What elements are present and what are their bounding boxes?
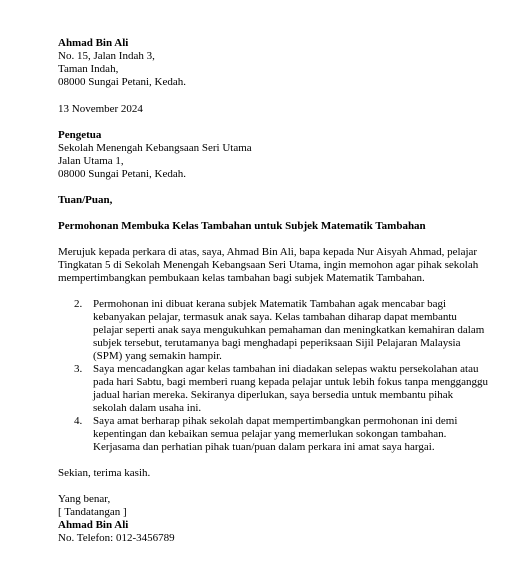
point-number: 3. [74, 363, 83, 375]
point-line: Saya mencadangkan agar kelas tambahan ini diadakan selepas waktu persekolahan atau [93, 363, 479, 375]
point-line: sekolah dalam usaha ini. [93, 402, 202, 414]
point-line: Permohonan ini dibuat kerana subjek Matematik Tambahan agak mencabar bagi [93, 298, 447, 310]
point-line: jadual harian mereka. Sekiranya diperlukan, saya bersedia untuk membantu pihak [93, 389, 454, 401]
letter-date: 13 November 2024 [58, 103, 143, 115]
point-line: Kerjasama dan perhatian pihak tuan/puan dalam perkara ini amat saya hargai. [93, 441, 435, 453]
numbered-points [58, 298, 488, 454]
sender-address-line: No. 15, Jalan Indah 3, [58, 50, 155, 62]
salutation: Tuan/Puan, [58, 194, 113, 206]
subject-block [58, 220, 488, 233]
sender-block [58, 37, 488, 89]
list-item [58, 363, 488, 415]
recipient-address-line: Jalan Utama 1, [58, 155, 124, 167]
signoff-block [58, 493, 488, 545]
recipient-title: Pengetua [58, 129, 102, 141]
recipient-block [58, 129, 488, 181]
signer-name: Ahmad Bin Ali [58, 519, 129, 531]
point-number: 4. [74, 415, 83, 427]
point-line: pada hari Sabtu, bagi memberi ruang kepada pelajar untuk lebih fokus tanpa mengganggu [93, 376, 488, 388]
regards-line: Yang benar, [58, 493, 111, 505]
sender-address-line: Taman Indah, [58, 63, 119, 75]
point-line: kepentingan dan kebaikan semua pelajar yang memerlukan sokongan tambahan. [93, 428, 447, 440]
point-line: subjek tersebut, terutamanya bagi menghadapi peperiksaan Sijil Pelajaran Malaysia [93, 337, 461, 349]
point-line: Saya amat berharap pihak sekolah dapat mempertimbangkan permohonan ini demi [93, 415, 458, 427]
date-block [58, 103, 488, 116]
signature-placeholder: [ Tandatangan ] [58, 506, 127, 518]
point-number: 2. [74, 298, 83, 310]
intro-line: mempertimbangkan pembukaan kelas tambahan bagi subjek Matematik Tambahan. [58, 272, 425, 284]
salutation-block [58, 194, 488, 207]
intro-line: Merujuk kepada perkara di atas, saya, Ahmad Bin Ali, bapa kepada Nur Aisyah Ahmad, pelajar [58, 246, 478, 258]
point-line: pelajar seperti anak saya mengukuhkan pemahaman dan meningkatkan kemahiran dalam [93, 324, 485, 336]
sender-name: Ahmad Bin Ali [58, 37, 129, 49]
recipient-address-line: 08000 Sungai Petani, Kedah. [58, 168, 187, 180]
point-line: (SPM) yang semakin hampir. [93, 350, 222, 362]
signer-phone: No. Telefon: 012-3456789 [58, 532, 175, 544]
closing-block [58, 467, 488, 480]
point-line: kebanyakan pelajar, termasuk anak saya. Kelas tambahan diharap dapat membantu [93, 311, 457, 323]
sender-address-line: 08000 Sungai Petani, Kedah. [58, 76, 187, 88]
closing-line: Sekian, terima kasih. [58, 467, 151, 479]
intro-paragraph [58, 246, 488, 285]
recipient-address-line: Sekolah Menengah Kebangsaan Seri Utama [58, 142, 252, 154]
intro-line: Tingkatan 5 di Sekolah Menengah Kebangsaan Seri Utama, ingin memohon agar pihak sekolah [58, 259, 479, 271]
list-item [58, 415, 488, 454]
letter-subject: Permohonan Membuka Kelas Tambahan untuk Subjek Matematik Tambahan [58, 220, 426, 232]
letter [58, 37, 488, 545]
list-item [58, 298, 488, 363]
